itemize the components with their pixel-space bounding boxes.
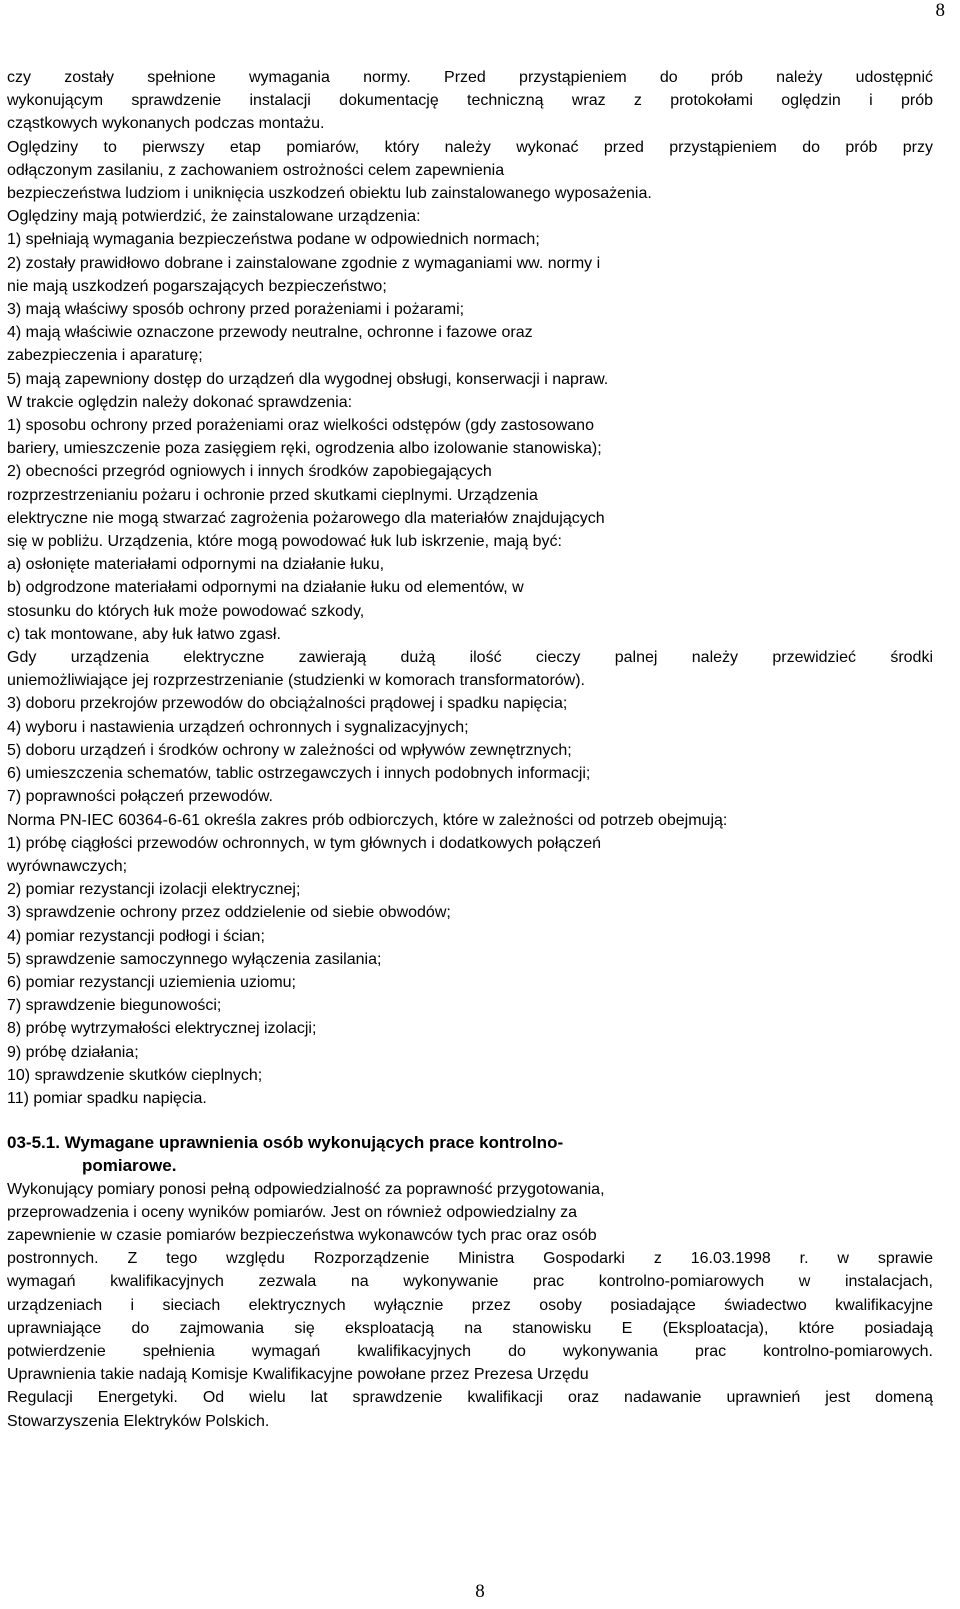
- text-line: 1) sposobu ochrony przed porażeniami oraz wielkości odstępów (gdy zastosowano: [7, 417, 594, 435]
- text-line: Uprawnienia takie nadają Komisje Kwalifikacyjne powołane przez Prezesa Urzędu: [7, 1366, 589, 1384]
- text-line: Stowarzyszenia Elektryków Polskich.: [7, 1412, 270, 1430]
- text-line: 4) mają właściwie oznaczone przewody neutralne, ochronne i fazowe oraz: [7, 324, 533, 342]
- text-line: 6) umieszczenia schematów, tablic ostrzegawczych i innych podobnych informacji;: [7, 765, 591, 783]
- text-line: 8) próbę wytrzymałości elektrycznej izolacji;: [7, 1020, 317, 1038]
- text-line: cząstkowych wykonanych podczas montażu.: [7, 115, 325, 133]
- text-line: 11) pomiar spadku napięcia.: [7, 1089, 207, 1107]
- text-line: Gdy urządzenia elektryczne zawierają dużą ilość cieczy palnej należy przewidzieć środki: [7, 649, 933, 667]
- text-line: Regulacji Energetyki. Od wielu lat sprawdzenie kwalifikacji oraz nadawanie uprawnień jest domeną: [7, 1389, 933, 1407]
- text-line: 5) doboru urządzeń i środków ochrony w zależności od wpływów zewnętrznych;: [7, 741, 572, 759]
- text-line: 3) sprawdzenie ochrony przez oddzielenie od siebie obwodów;: [7, 904, 451, 922]
- page-number-bottom: 8: [475, 1581, 485, 1602]
- text-line: W trakcie oględzin należy dokonać sprawdzenia:: [7, 393, 353, 411]
- text-line: postronnych. Z tego względu Rozporządzenie Ministra Gospodarki z 16.03.1998 r. w sprawie: [7, 1250, 933, 1268]
- text-line: zabezpieczenia i aparaturę;: [7, 347, 203, 365]
- text-line: 5) sprawdzenie samoczynnego wyłączenia zasilania;: [7, 950, 382, 968]
- text-line: 9) próbę działania;: [7, 1043, 139, 1061]
- text-line: urządzeniach i sieciach elektrycznych wyłącznie przez osoby posiadające świadectwo kwalifikacyjne: [7, 1296, 933, 1314]
- text-line: 3) doboru przekrojów przewodów do obciążalności prądowej i spadku napięcia;: [7, 695, 568, 713]
- text-line: bariery, umieszczenie poza zasięgiem ręki, ogrodzenia albo izolowanie stanowiska);: [7, 440, 602, 458]
- text-line: się w pobliżu. Urządzenia, które mogą powodować łuk lub iskrzenie, mają być:: [7, 533, 562, 551]
- section-paragraph-text: [7, 1178, 933, 1433]
- text-line: 2) pomiar rezystancji izolacji elektrycznej;: [7, 881, 301, 899]
- text-line: Oględziny to pierwszy etap pomiarów, który należy wykonać przed przystąpieniem do prób przy: [7, 138, 933, 156]
- text-line: Norma PN-IEC 60364-6-61 określa zakres prób odbiorczych, które w zależności od potrzeb obejmują:: [7, 811, 728, 829]
- section-spacer: [7, 1110, 933, 1131]
- section-heading-line-1: 03-5.1. Wymagane uprawnienia osób wykonujących prace kontrolno-: [7, 1133, 564, 1153]
- text-line: bezpieczeństwa ludziom i uniknięcia uszkodzeń obiektu lub zainstalowanego wyposażenia.: [7, 185, 652, 203]
- text-line: rozprzestrzenianiu pożaru i ochronie przed skutkami cieplnymi. Urządzenia: [7, 486, 538, 504]
- text-line: potwierdzenie spełnienia wymagań kwalifikacyjnych do wykonywania prac kontrolno-pomiarowych.: [7, 1342, 933, 1360]
- document-body: [7, 66, 933, 1433]
- text-line: wyrównawczych;: [7, 857, 128, 875]
- text-line: 5) mają zapewniony dostęp do urządzeń dla wygodnej obsługi, konserwacji i napraw.: [7, 370, 609, 388]
- text-line: nie mają uszkodzeń pogarszających bezpieczeństwo;: [7, 277, 387, 295]
- text-line: 1) próbę ciągłości przewodów ochronnych, w tym głównych i dodatkowych połączeń: [7, 834, 602, 852]
- text-line: przeprowadzenia i oceny wyników pomiarów. Jest on również odpowiedzialny za: [7, 1203, 578, 1221]
- text-line: 10) sprawdzenie skutków cieplnych;: [7, 1066, 263, 1084]
- text-line: 7) sprawdzenie biegunowości;: [7, 997, 222, 1015]
- text-line: zapewnienie w czasie pomiarów bezpieczeństwa wykonawców tych prac oraz osób: [7, 1226, 597, 1244]
- text-line: Wykonujący pomiary ponosi pełną odpowiedzialność za poprawność przygotowania,: [7, 1180, 605, 1198]
- text-line: uniemożliwiające jej rozprzestrzenianie (studzienki w komorach transformatorów).: [7, 672, 585, 690]
- section-heading-line-2: pomiarowe.: [82, 1156, 177, 1176]
- text-line: czy zostały spełnione wymagania normy. Przed przystąpieniem do prób należy udostępnić: [7, 69, 933, 86]
- text-line: wykonującym sprawdzenie instalacji dokumentację techniczną wraz z protokołami oględzin i prób: [7, 92, 933, 110]
- section-body-text: [7, 66, 933, 1110]
- text-line: 3) mają właściwy sposób ochrony przed porażeniami i pożarami;: [7, 301, 465, 319]
- text-line: 7) poprawności połączeń przewodów.: [7, 788, 273, 806]
- page-number-top: 8: [935, 0, 945, 21]
- text-line: 2) zostały prawidłowo dobrane i zainstalowane zgodnie z wymaganiami ww. normy i: [7, 254, 601, 272]
- text-line: Oględziny mają potwierdzić, że zainstalowane urządzenia:: [7, 208, 421, 226]
- text-line: stosunku do których łuk może powodować szkody,: [7, 602, 365, 620]
- text-line: uprawniające do zajmowania się eksploatacją na stanowisku E (Eksploatacja), które posiadają: [7, 1319, 933, 1337]
- section-heading: [7, 1131, 933, 1177]
- text-line: 2) obecności przegród ogniowych i innych środków zapobiegających: [7, 463, 492, 481]
- text-line: 4) pomiar rezystancji podłogi i ścian;: [7, 927, 265, 945]
- text-line: 1) spełniają wymagania bezpieczeństwa podane w odpowiednich normach;: [7, 231, 540, 249]
- text-line: b) odgrodzone materiałami odpornymi na działanie łuku od elementów, w: [7, 579, 524, 597]
- text-line: a) osłonięte materiałami odpornymi na działanie łuku,: [7, 556, 385, 574]
- text-line: odłączonym zasilaniu, z zachowaniem ostrożności celem zapewnienia: [7, 161, 505, 179]
- text-line: 6) pomiar rezystancji uziemienia uziomu;: [7, 973, 296, 991]
- text-line: 4) wyboru i nastawienia urządzeń ochronnych i sygnalizacyjnych;: [7, 718, 469, 736]
- text-line: wymagań kwalifikacyjnych zezwala na wykonywanie prac kontrolno-pomiarowych w instalacjach,: [7, 1273, 933, 1291]
- text-line: elektryczne nie mogą stwarzać zagrożenia pożarowego dla materiałów znajdujących: [7, 509, 605, 527]
- text-line: c) tak montowane, aby łuk łatwo zgasł.: [7, 625, 281, 643]
